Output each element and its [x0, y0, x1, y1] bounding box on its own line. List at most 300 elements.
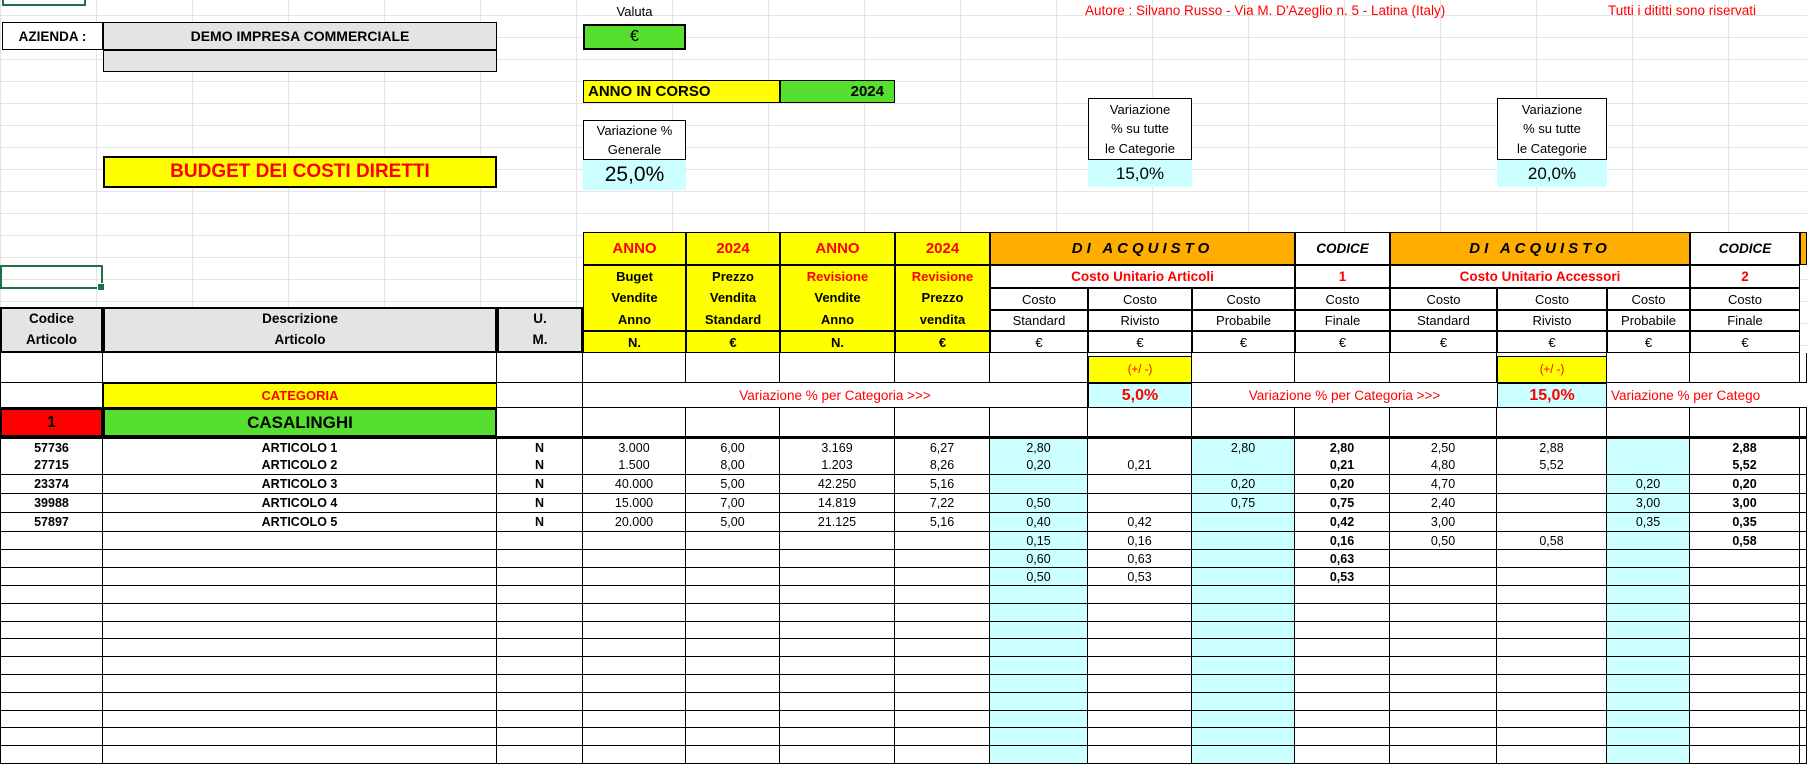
table-cell[interactable] [103, 586, 497, 604]
table-cell[interactable] [583, 532, 686, 550]
table-cell[interactable] [1690, 693, 1800, 711]
anno-in-corso-value[interactable]: 2024 [780, 80, 895, 103]
table-cell[interactable] [1192, 532, 1295, 550]
table-cell[interactable] [1088, 657, 1192, 675]
table-cell[interactable] [686, 622, 780, 640]
variazione-tutte-value-1[interactable]: 15,0% [1088, 160, 1192, 187]
table-cell[interactable] [103, 693, 497, 711]
table-cell[interactable]: N [497, 456, 583, 475]
table-cell[interactable] [780, 408, 895, 437]
table-cell[interactable] [1497, 622, 1607, 640]
table-cell[interactable]: 15.000 [583, 494, 686, 513]
table-cell[interactable] [1088, 675, 1192, 693]
variazione-tutte-value-2[interactable]: 20,0% [1497, 160, 1607, 187]
table-cell[interactable] [583, 550, 686, 568]
table-cell[interactable] [1390, 746, 1497, 764]
table-cell[interactable] [1497, 494, 1607, 513]
table-cell[interactable]: N [497, 475, 583, 494]
table-cell[interactable] [1088, 622, 1192, 640]
table-cell[interactable] [1800, 513, 1807, 532]
table-cell[interactable] [1390, 622, 1497, 640]
table-cell[interactable]: 0,20 [1295, 475, 1390, 494]
table-cell[interactable] [895, 604, 990, 622]
table-cell[interactable]: 5,00 [686, 513, 780, 532]
table-cell[interactable] [1607, 604, 1690, 622]
table-cell[interactable] [1800, 711, 1807, 729]
table-cell[interactable] [583, 728, 686, 746]
table-cell[interactable] [103, 568, 497, 586]
table-cell[interactable] [895, 728, 990, 746]
table-cell[interactable]: ARTICOLO 2 [103, 456, 497, 475]
table-cell[interactable] [780, 604, 895, 622]
table-cell[interactable] [497, 693, 583, 711]
table-cell[interactable] [990, 408, 1088, 437]
table-cell[interactable]: 3,00 [1690, 494, 1800, 513]
table-cell[interactable] [497, 604, 583, 622]
table-cell[interactable]: 42.250 [780, 475, 895, 494]
table-cell[interactable]: ARTICOLO 3 [103, 475, 497, 494]
table-cell[interactable] [1690, 657, 1800, 675]
table-cell[interactable]: ARTICOLO 5 [103, 513, 497, 532]
table-cell[interactable] [1497, 513, 1607, 532]
table-cell[interactable] [990, 675, 1088, 693]
table-cell[interactable] [1607, 622, 1690, 640]
table-cell[interactable] [583, 693, 686, 711]
table-cell[interactable] [1800, 657, 1807, 675]
table-cell[interactable]: 6,27 [895, 439, 990, 458]
table-cell[interactable]: 0,75 [1295, 494, 1390, 513]
table-cell[interactable] [780, 550, 895, 568]
table-cell[interactable] [1800, 604, 1807, 622]
table-cell[interactable] [1192, 639, 1295, 657]
table-cell[interactable] [103, 639, 497, 657]
table-cell[interactable]: 14.819 [780, 494, 895, 513]
table-cell[interactable] [103, 711, 497, 729]
table-cell[interactable] [990, 746, 1088, 764]
table-cell[interactable] [686, 728, 780, 746]
table-cell[interactable] [1800, 746, 1807, 764]
table-cell[interactable] [1497, 586, 1607, 604]
table-cell[interactable] [1607, 550, 1690, 568]
top-left-selection[interactable] [2, 0, 86, 6]
table-cell[interactable] [780, 746, 895, 764]
table-cell[interactable]: 2,80 [1192, 439, 1295, 458]
table-cell[interactable] [583, 408, 686, 437]
table-cell[interactable] [1800, 568, 1807, 586]
selection-handle[interactable] [97, 283, 105, 291]
table-cell[interactable] [1390, 693, 1497, 711]
table-cell[interactable] [1497, 746, 1607, 764]
table-cell[interactable] [686, 568, 780, 586]
table-cell[interactable] [497, 746, 583, 764]
table-cell[interactable]: 8,00 [686, 456, 780, 475]
table-cell[interactable] [1800, 532, 1807, 550]
currency-cell[interactable]: € [583, 24, 686, 50]
table-cell[interactable]: 0,15 [990, 532, 1088, 550]
table-cell[interactable] [686, 586, 780, 604]
table-cell[interactable]: 8,26 [895, 456, 990, 475]
table-cell[interactable] [686, 353, 780, 383]
table-cell[interactable] [0, 622, 103, 640]
table-cell[interactable] [1295, 711, 1390, 729]
table-cell[interactable] [1497, 675, 1607, 693]
table-cell[interactable] [1088, 639, 1192, 657]
table-cell[interactable] [895, 693, 990, 711]
table-cell[interactable] [1390, 408, 1497, 437]
table-cell[interactable] [103, 657, 497, 675]
table-cell[interactable] [895, 532, 990, 550]
table-cell[interactable] [1800, 475, 1807, 494]
table-cell[interactable] [990, 353, 1088, 383]
table-cell[interactable] [1088, 604, 1192, 622]
table-cell[interactable] [497, 657, 583, 675]
table-cell[interactable] [1497, 639, 1607, 657]
table-cell[interactable] [1390, 675, 1497, 693]
table-cell[interactable] [1690, 639, 1800, 657]
table-cell[interactable] [780, 622, 895, 640]
table-cell[interactable]: N [497, 494, 583, 513]
table-cell[interactable]: 2,80 [1295, 439, 1390, 458]
table-cell[interactable] [1390, 353, 1497, 383]
table-cell[interactable] [1088, 728, 1192, 746]
table-cell[interactable] [0, 675, 103, 693]
table-cell[interactable] [1192, 604, 1295, 622]
table-cell[interactable] [780, 675, 895, 693]
table-cell[interactable]: N [497, 439, 583, 458]
table-cell[interactable] [780, 728, 895, 746]
table-cell[interactable] [0, 657, 103, 675]
table-cell[interactable] [1192, 456, 1295, 475]
table-cell[interactable] [1607, 728, 1690, 746]
table-cell[interactable] [1607, 353, 1690, 383]
table-cell[interactable] [1295, 728, 1390, 746]
table-cell[interactable] [583, 568, 686, 586]
table-cell[interactable]: 7,00 [686, 494, 780, 513]
table-cell[interactable] [686, 711, 780, 729]
table-cell[interactable] [1390, 657, 1497, 675]
table-cell[interactable] [0, 639, 103, 657]
table-cell[interactable] [1800, 675, 1807, 693]
table-cell[interactable] [1690, 746, 1800, 764]
table-cell[interactable] [497, 728, 583, 746]
table-cell[interactable]: 1.203 [780, 456, 895, 475]
table-cell[interactable] [1192, 746, 1295, 764]
table-cell[interactable]: N [497, 513, 583, 532]
table-cell[interactable] [1690, 675, 1800, 693]
table-cell[interactable]: 5,52 [1497, 456, 1607, 475]
table-cell[interactable]: 3,00 [1390, 513, 1497, 532]
table-cell[interactable]: 0,53 [1295, 568, 1390, 586]
table-cell[interactable] [583, 657, 686, 675]
table-cell[interactable] [1497, 475, 1607, 494]
table-cell[interactable] [1192, 550, 1295, 568]
table-cell[interactable]: 3.000 [583, 439, 686, 458]
table-cell[interactable]: 2,80 [990, 439, 1088, 458]
table-cell[interactable] [686, 675, 780, 693]
table-cell[interactable] [1607, 639, 1690, 657]
table-cell[interactable]: 5,16 [895, 513, 990, 532]
table-cell[interactable]: 20.000 [583, 513, 686, 532]
table-cell[interactable] [895, 675, 990, 693]
table-cell[interactable] [1690, 353, 1800, 383]
table-cell[interactable]: 5,00 [686, 475, 780, 494]
table-cell[interactable] [1607, 568, 1690, 586]
table-cell[interactable] [1192, 711, 1295, 729]
table-cell[interactable]: 5,16 [895, 475, 990, 494]
active-cell-selection[interactable] [0, 265, 103, 289]
table-cell[interactable] [990, 586, 1088, 604]
table-cell[interactable]: 0,42 [1088, 513, 1192, 532]
table-cell[interactable]: 3,00 [1607, 494, 1690, 513]
table-cell[interactable]: 0,50 [1390, 532, 1497, 550]
table-cell[interactable] [497, 353, 583, 383]
table-cell[interactable]: 2,40 [1390, 494, 1497, 513]
table-cell[interactable] [0, 586, 103, 604]
table-cell[interactable] [0, 550, 103, 568]
table-cell[interactable]: 2,50 [1390, 439, 1497, 458]
table-cell[interactable] [1690, 408, 1800, 437]
table-cell[interactable] [1800, 639, 1807, 657]
table-cell[interactable] [0, 711, 103, 729]
table-cell[interactable] [1192, 353, 1295, 383]
table-cell[interactable]: 0,60 [990, 550, 1088, 568]
table-cell[interactable] [1497, 711, 1607, 729]
table-cell[interactable] [895, 622, 990, 640]
table-cell[interactable] [895, 353, 990, 383]
table-cell[interactable] [1088, 693, 1192, 711]
table-cell[interactable] [1295, 353, 1390, 383]
table-cell[interactable] [1690, 568, 1800, 586]
table-cell[interactable] [1690, 586, 1800, 604]
var-categoria-value-1[interactable]: 5,0% [1088, 383, 1192, 408]
table-cell[interactable] [497, 586, 583, 604]
table-cell[interactable] [0, 693, 103, 711]
table-cell[interactable] [1192, 513, 1295, 532]
table-cell[interactable] [1497, 408, 1607, 437]
table-cell[interactable] [1390, 711, 1497, 729]
table-cell[interactable] [780, 639, 895, 657]
table-cell[interactable] [686, 408, 780, 437]
table-cell[interactable] [1497, 550, 1607, 568]
table-cell[interactable] [1088, 408, 1192, 437]
table-cell[interactable] [583, 586, 686, 604]
table-cell[interactable] [497, 639, 583, 657]
table-cell[interactable] [780, 568, 895, 586]
table-cell[interactable] [1607, 586, 1690, 604]
table-cell[interactable] [1800, 456, 1807, 475]
table-cell[interactable] [990, 657, 1088, 675]
table-cell[interactable] [686, 639, 780, 657]
table-cell[interactable]: 4,80 [1390, 456, 1497, 475]
table-cell[interactable]: 0,63 [1295, 550, 1390, 568]
table-cell[interactable] [1390, 568, 1497, 586]
table-cell[interactable] [1192, 675, 1295, 693]
table-cell[interactable] [1192, 728, 1295, 746]
table-cell[interactable] [990, 639, 1088, 657]
table-cell[interactable]: 0,16 [1088, 532, 1192, 550]
table-cell[interactable]: 0,20 [1690, 475, 1800, 494]
variazione-generale-value[interactable]: 25,0% [583, 160, 686, 190]
table-cell[interactable] [1390, 586, 1497, 604]
table-cell[interactable]: 21.125 [780, 513, 895, 532]
table-cell[interactable] [1800, 353, 1807, 383]
table-cell[interactable] [990, 622, 1088, 640]
table-cell[interactable] [895, 746, 990, 764]
table-cell[interactable]: 0,20 [990, 456, 1088, 475]
table-cell[interactable] [1088, 475, 1192, 494]
table-cell[interactable] [1192, 622, 1295, 640]
table-cell[interactable] [0, 532, 103, 550]
table-cell[interactable] [1607, 657, 1690, 675]
table-cell[interactable] [1390, 639, 1497, 657]
table-cell[interactable]: 6,00 [686, 439, 780, 458]
table-cell[interactable]: 0,42 [1295, 513, 1390, 532]
table-cell[interactable] [1607, 456, 1690, 475]
table-cell[interactable] [1690, 728, 1800, 746]
table-cell[interactable]: 0,20 [1192, 475, 1295, 494]
table-cell[interactable] [780, 532, 895, 550]
table-cell[interactable] [1192, 693, 1295, 711]
company-name-cell[interactable]: DEMO IMPRESA COMMERCIALE [103, 22, 497, 50]
table-cell[interactable] [1295, 604, 1390, 622]
table-cell[interactable] [1088, 586, 1192, 604]
table-cell[interactable] [497, 711, 583, 729]
table-cell[interactable] [103, 604, 497, 622]
table-cell[interactable] [103, 353, 497, 383]
table-cell[interactable] [1390, 604, 1497, 622]
table-cell[interactable] [0, 353, 103, 383]
table-cell[interactable] [1497, 728, 1607, 746]
table-cell[interactable] [780, 353, 895, 383]
table-cell[interactable] [895, 408, 990, 437]
table-cell[interactable] [895, 711, 990, 729]
table-cell[interactable] [990, 604, 1088, 622]
table-cell[interactable] [1192, 408, 1295, 437]
table-cell[interactable] [1088, 711, 1192, 729]
category-number[interactable]: 1 [0, 408, 103, 437]
table-cell[interactable] [1192, 586, 1295, 604]
table-cell[interactable] [497, 675, 583, 693]
table-cell[interactable] [1607, 746, 1690, 764]
table-cell[interactable] [1088, 746, 1192, 764]
table-cell[interactable] [1497, 657, 1607, 675]
table-cell[interactable]: 1.500 [583, 456, 686, 475]
table-cell[interactable]: 57897 [0, 513, 103, 532]
table-cell[interactable] [1690, 604, 1800, 622]
table-cell[interactable]: 0,75 [1192, 494, 1295, 513]
table-cell[interactable]: ARTICOLO 1 [103, 439, 497, 458]
table-cell[interactable] [1295, 586, 1390, 604]
table-cell[interactable] [1800, 728, 1807, 746]
table-cell[interactable] [895, 568, 990, 586]
table-cell[interactable] [1192, 657, 1295, 675]
table-cell[interactable] [497, 568, 583, 586]
table-cell[interactable] [1690, 550, 1800, 568]
table-cell[interactable] [1607, 408, 1690, 437]
category-name[interactable]: CASALINGHI [103, 408, 497, 437]
table-cell[interactable]: 27715 [0, 456, 103, 475]
table-cell[interactable] [1088, 494, 1192, 513]
table-cell[interactable] [0, 568, 103, 586]
table-cell[interactable] [686, 693, 780, 711]
table-cell[interactable]: 23374 [0, 475, 103, 494]
table-cell[interactable] [583, 746, 686, 764]
table-cell[interactable]: 0,21 [1295, 456, 1390, 475]
table-cell[interactable] [497, 408, 583, 437]
table-cell[interactable]: 7,22 [895, 494, 990, 513]
table-cell[interactable] [497, 532, 583, 550]
table-cell[interactable] [686, 532, 780, 550]
table-cell[interactable] [1800, 494, 1807, 513]
table-cell[interactable] [583, 639, 686, 657]
table-cell[interactable]: 0,35 [1607, 513, 1690, 532]
table-cell[interactable]: 0,58 [1690, 532, 1800, 550]
table-cell[interactable] [0, 604, 103, 622]
table-cell[interactable]: 0,40 [990, 513, 1088, 532]
table-cell[interactable] [1800, 408, 1807, 437]
table-cell[interactable] [103, 550, 497, 568]
table-cell[interactable] [103, 746, 497, 764]
table-cell[interactable] [1800, 693, 1807, 711]
table-cell[interactable] [686, 550, 780, 568]
table-cell[interactable] [686, 746, 780, 764]
table-cell[interactable] [780, 711, 895, 729]
table-cell[interactable]: 0,20 [1607, 475, 1690, 494]
table-cell[interactable]: 5,52 [1690, 456, 1800, 475]
table-cell[interactable]: 0,16 [1295, 532, 1390, 550]
table-cell[interactable] [1800, 586, 1807, 604]
table-cell[interactable]: 0,53 [1088, 568, 1192, 586]
table-cell[interactable] [103, 532, 497, 550]
table-cell[interactable] [583, 353, 686, 383]
table-cell[interactable] [0, 383, 103, 408]
table-cell[interactable]: 0,50 [990, 568, 1088, 586]
table-cell[interactable]: 3.169 [780, 439, 895, 458]
table-cell[interactable]: 2,88 [1497, 439, 1607, 458]
table-cell[interactable] [780, 693, 895, 711]
table-cell[interactable] [1607, 675, 1690, 693]
var-categoria-value-2[interactable]: 15,0% [1497, 383, 1607, 408]
table-cell[interactable]: 2,88 [1690, 439, 1800, 458]
table-cell[interactable] [686, 657, 780, 675]
table-cell[interactable] [1800, 622, 1807, 640]
table-cell[interactable] [1607, 532, 1690, 550]
table-cell[interactable] [0, 746, 103, 764]
table-cell[interactable] [1497, 693, 1607, 711]
table-cell[interactable] [990, 711, 1088, 729]
table-cell[interactable] [1295, 693, 1390, 711]
table-cell[interactable]: 0,35 [1690, 513, 1800, 532]
table-cell[interactable] [895, 639, 990, 657]
table-cell[interactable] [497, 383, 583, 408]
table-cell[interactable] [1295, 675, 1390, 693]
table-cell[interactable] [583, 675, 686, 693]
table-cell[interactable]: 39988 [0, 494, 103, 513]
table-cell[interactable] [1295, 746, 1390, 764]
table-cell[interactable] [497, 622, 583, 640]
table-cell[interactable] [1690, 711, 1800, 729]
table-cell[interactable] [1295, 622, 1390, 640]
table-cell[interactable] [0, 728, 103, 746]
table-cell[interactable] [1497, 604, 1607, 622]
table-cell[interactable] [497, 550, 583, 568]
table-cell[interactable]: ARTICOLO 4 [103, 494, 497, 513]
table-cell[interactable] [1800, 550, 1807, 568]
table-cell[interactable] [780, 657, 895, 675]
table-cell[interactable] [990, 693, 1088, 711]
table-cell[interactable] [583, 622, 686, 640]
table-cell[interactable]: 40.000 [583, 475, 686, 494]
